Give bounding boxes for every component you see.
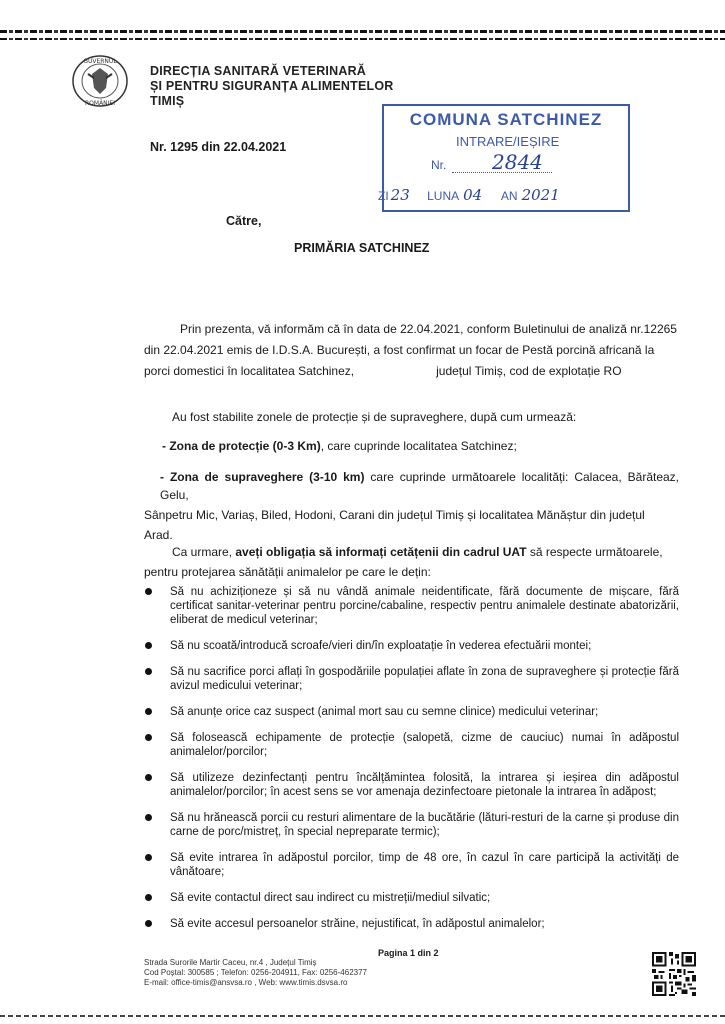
institution-line-3: TIMIȘ bbox=[150, 94, 185, 108]
zone-surveillance-label: - Zona de supraveghere (3-10 km) bbox=[160, 470, 365, 484]
qr-code-icon bbox=[652, 952, 696, 996]
list-item: Să evite contactul direct sau indirect cu mistreții/mediul silvatic; bbox=[144, 891, 679, 905]
intro-line-1: Prin prezenta, vă informăm că în data de 22.04.2021, conform Buletinului de analiză nr.12265 bbox=[180, 322, 677, 336]
footer-address: Strada Surorile Martir Caceu, nr.4 , Județul Timiș bbox=[144, 958, 317, 967]
stamp-zi-label: ZI bbox=[378, 189, 389, 203]
obligation-bold: aveți obligația să informați cetățenii din cadrul UAT bbox=[235, 545, 527, 559]
stamp-title: COMUNA SATCHINEZ bbox=[409, 110, 603, 129]
list-item: Să utilizeze dezinfectanți pentru încălțămintea folosită, la intrarea și ieșirea din adăpostul animalelor/porcilor; în acest sens se vor amenaja dezinfectoare pietonale la intrarea în adăpost; bbox=[144, 771, 679, 799]
intro-line-2: din 22.04.2021 emis de I.D.S.A. București, a fost confirmat un focar de Pestă porcină africană la bbox=[144, 343, 655, 357]
bullet-icon bbox=[145, 708, 152, 715]
list-item: Să anunțe orice caz suspect (animal mort sau cu semne clinice) medicului veterinar; bbox=[144, 705, 679, 719]
bullet-icon bbox=[145, 854, 152, 861]
stamp-date-row bbox=[378, 186, 618, 204]
institution-header bbox=[150, 64, 393, 109]
stamp-type: INTRARE/IEȘIRE bbox=[456, 134, 560, 149]
scan-bottom-edge bbox=[0, 1015, 725, 1017]
zone-surveillance-line-2: Sânpetru Mic, Variaș, Biled, Hodoni, Carani din județul Timiș și localitatea Mănăștur din județul bbox=[144, 508, 645, 522]
bullet-icon bbox=[145, 642, 152, 649]
zone-protection-label: - Zona de protecție (0-3 Km) bbox=[162, 439, 321, 453]
registration-stamp bbox=[378, 104, 630, 212]
scan-top-edge bbox=[0, 30, 725, 33]
intro-line-3b: județul Timiș, cod de explotație RO bbox=[436, 364, 622, 378]
scan-top-edge-2 bbox=[0, 38, 725, 40]
list-item: Să folosească echipamente de protecție (salopetă, cizme de cauciuc) numai în adăpostul animalelor/porcilor; bbox=[144, 731, 679, 759]
bullet-icon bbox=[145, 734, 152, 741]
list-item: Să nu hrănească porcii cu resturi alimentare de la bucătărie (lături-resturi de la carne și produse din carne de porc/mistreț, în special nepreparate termic); bbox=[144, 811, 679, 839]
stamp-nr-label: Nr. bbox=[431, 158, 447, 172]
intro-paragraph bbox=[144, 320, 679, 380]
seal-text-bottom: ROMÂNIEI bbox=[85, 100, 115, 107]
list-item: Să nu achiziționeze și să nu vândă animale neidentificate, fără documente de mișcare, fără certificat sanitar-veterinar pentru porcine/cabaline, respectiv pentru animalele destinate abatorizării, eliberat de medicul veterinar; bbox=[144, 585, 679, 627]
bullet-icon bbox=[145, 920, 152, 927]
footer-phone: Cod Poștal: 300585 ; Telefon: 0256-204911, Fax: 0256-462377 bbox=[144, 968, 367, 977]
obligation-paragraph bbox=[144, 543, 679, 581]
stamp-an-value: 2021 bbox=[521, 186, 560, 204]
list-item: Să nu sacrifice porci aflați în gospodăriile populației aflate în zona de supraveghere și protecție fără avizul medicului veterinar; bbox=[144, 665, 679, 693]
obligation-a: Ca urmare, bbox=[172, 545, 236, 559]
bullet-icon bbox=[145, 588, 152, 595]
stamp-nr-value: 2844 bbox=[492, 150, 543, 174]
measures-list bbox=[144, 585, 679, 943]
zone-surveillance-text: care cuprinde următoarele localități: Calacea, Bărăteaz, Gelu, bbox=[160, 470, 680, 502]
stamp-luna-label: LUNA bbox=[427, 189, 460, 203]
government-seal-logo bbox=[58, 54, 142, 108]
intro-line-3 bbox=[144, 362, 679, 380]
recipient-to-label: Către, bbox=[226, 214, 262, 228]
list-item: Să evite intrarea în adăpostul porcilor, timp de 48 ore, în cazul în care participă la activități de vânătoare; bbox=[144, 851, 679, 879]
page-number: Pagina 1 din 2 bbox=[378, 948, 439, 958]
bullet-icon bbox=[145, 814, 152, 821]
institution-line-2: ȘI PENTRU SIGURANȚA ALIMENTELOR bbox=[150, 79, 394, 93]
bullet-icon bbox=[145, 894, 152, 901]
list-item: Să evite accesul persoanelor străine, nejustificat, în adăpostul animalelor; bbox=[144, 917, 679, 931]
stamp-luna-value: 04 bbox=[463, 186, 483, 204]
zone-surveillance-line-3: Arad. bbox=[144, 528, 173, 542]
footer-contact bbox=[144, 958, 367, 988]
zones-intro: Au fost stabilite zonele de protecție și de supraveghere, după cum urmează: bbox=[172, 410, 577, 424]
zone-protection bbox=[162, 437, 682, 456]
bullet-icon bbox=[145, 774, 152, 781]
stamp-an-label: AN bbox=[500, 189, 518, 203]
zone-surveillance bbox=[144, 468, 679, 544]
recipient-name: PRIMĂRIA SATCHINEZ bbox=[294, 241, 430, 255]
obligation-b: să respecte următoarele, bbox=[526, 545, 663, 559]
institution-line-1: DIRECȚIA SANITARĂ VETERINARĂ bbox=[150, 64, 367, 78]
bullet-icon bbox=[145, 668, 152, 675]
obligation-line-2: pentru protejarea sănătății animalelor pe care le dețin: bbox=[144, 565, 431, 579]
stamp-zi-value: 23 bbox=[390, 186, 410, 204]
zone-protection-text: , care cuprinde localitatea Satchinez; bbox=[320, 439, 517, 453]
footer-web: E-mail: office-timis@ansvsa.ro , Web: www.timis.dsvsa.ro bbox=[144, 978, 348, 987]
document-reference: Nr. 1295 din 22.04.2021 bbox=[150, 140, 287, 154]
list-item: Să nu scoată/introducă scroafe/vieri din/în exploatație în vederea efectuării montei; bbox=[144, 639, 679, 653]
seal-text-top: GUVERNUL bbox=[83, 58, 117, 65]
intro-line-3a: porci domestici în localitatea Satchinez, bbox=[144, 364, 355, 378]
